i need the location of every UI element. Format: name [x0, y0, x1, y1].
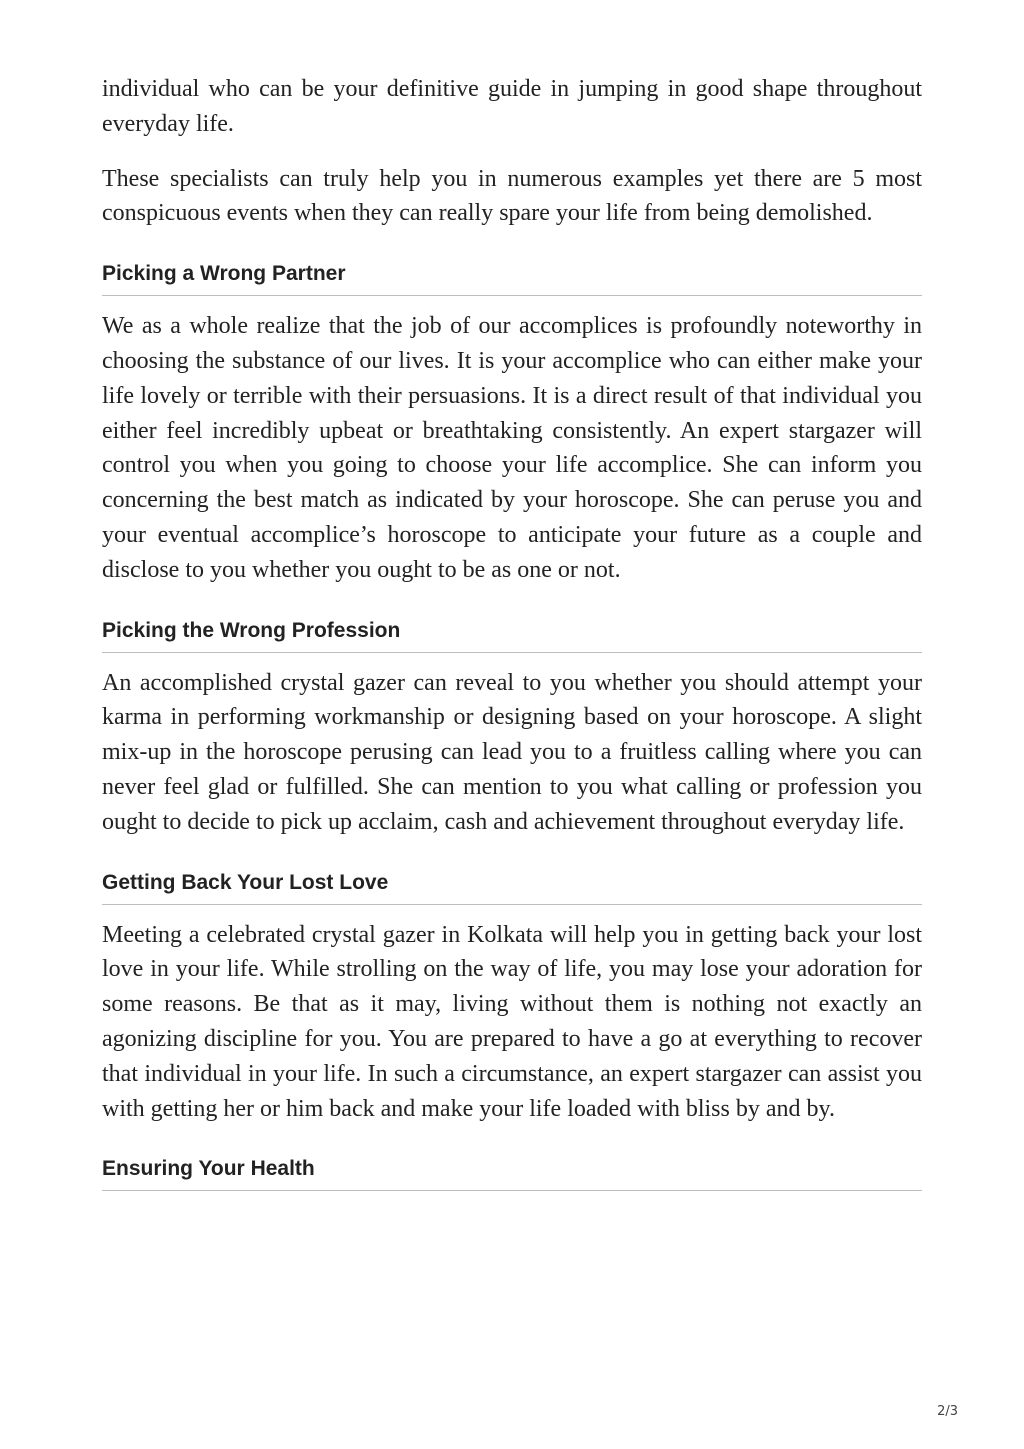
section-body-lost-love: Meeting a celebrated crystal gazer in Kolkata will help you in getting back your lost love in your life. While strolling on the way of life, you may lose your adoration for some reasons. Be that as it may, living without them is nothing not exactly an agonizing discipline for you. You are prepared to have a go at everything to recover that individual in your life. In such a circumstance, an expert stargazer can assist you with getting her or him back and make your life loaded with bliss by and by.	[102, 921, 922, 1122]
section-heading-lost-love: Getting Back Your Lost Love	[102, 869, 922, 905]
intro-paragraph: These specialists can truly help you in numerous examples yet there are 5 most conspicuous events when they can really spare your life from being demolished.	[102, 165, 922, 227]
intro-paragraph: individual who can be your definitive guide in jumping in good shape throughout everyday life.	[102, 76, 922, 137]
section-heading-health: Ensuring Your Health	[102, 1155, 922, 1191]
document-page	[102, 72, 922, 1191]
section-heading-wrong-profession: Picking the Wrong Profession	[102, 617, 922, 653]
section-body-wrong-profession: An accomplished crystal gazer can reveal to you whether you should attempt your karma in performing workmanship or designing based on your horoscope. A slight mix-up in the horoscope perusing can lead you to a fruitless calling where you can never feel glad or fulfilled. She can mention to you what calling or profession you ought to decide to pick up acclaim, cash and achievement throughout everyday life.	[102, 669, 922, 835]
section-heading-wrong-partner: Picking a Wrong Partner	[102, 260, 922, 296]
section-body-wrong-partner: We as a whole realize that the job of our accomplices is profoundly noteworthy in choosing the substance of our lives. It is your accomplice who can either make your life lovely or terrible with their persuasions. It is a direct result of that individual you either feel incredibly upbeat or breathtaking consistently. An expert stargazer will control you when you going to choose your life accomplice. She can inform you concerning the best match as indicated by your horoscope. She can peruse you and your eventual accomplice’s horoscope to anticipate your future as a couple and disclose to you whether you ought to be as one or not.	[102, 313, 922, 583]
page-number: 2/3	[937, 1404, 958, 1419]
